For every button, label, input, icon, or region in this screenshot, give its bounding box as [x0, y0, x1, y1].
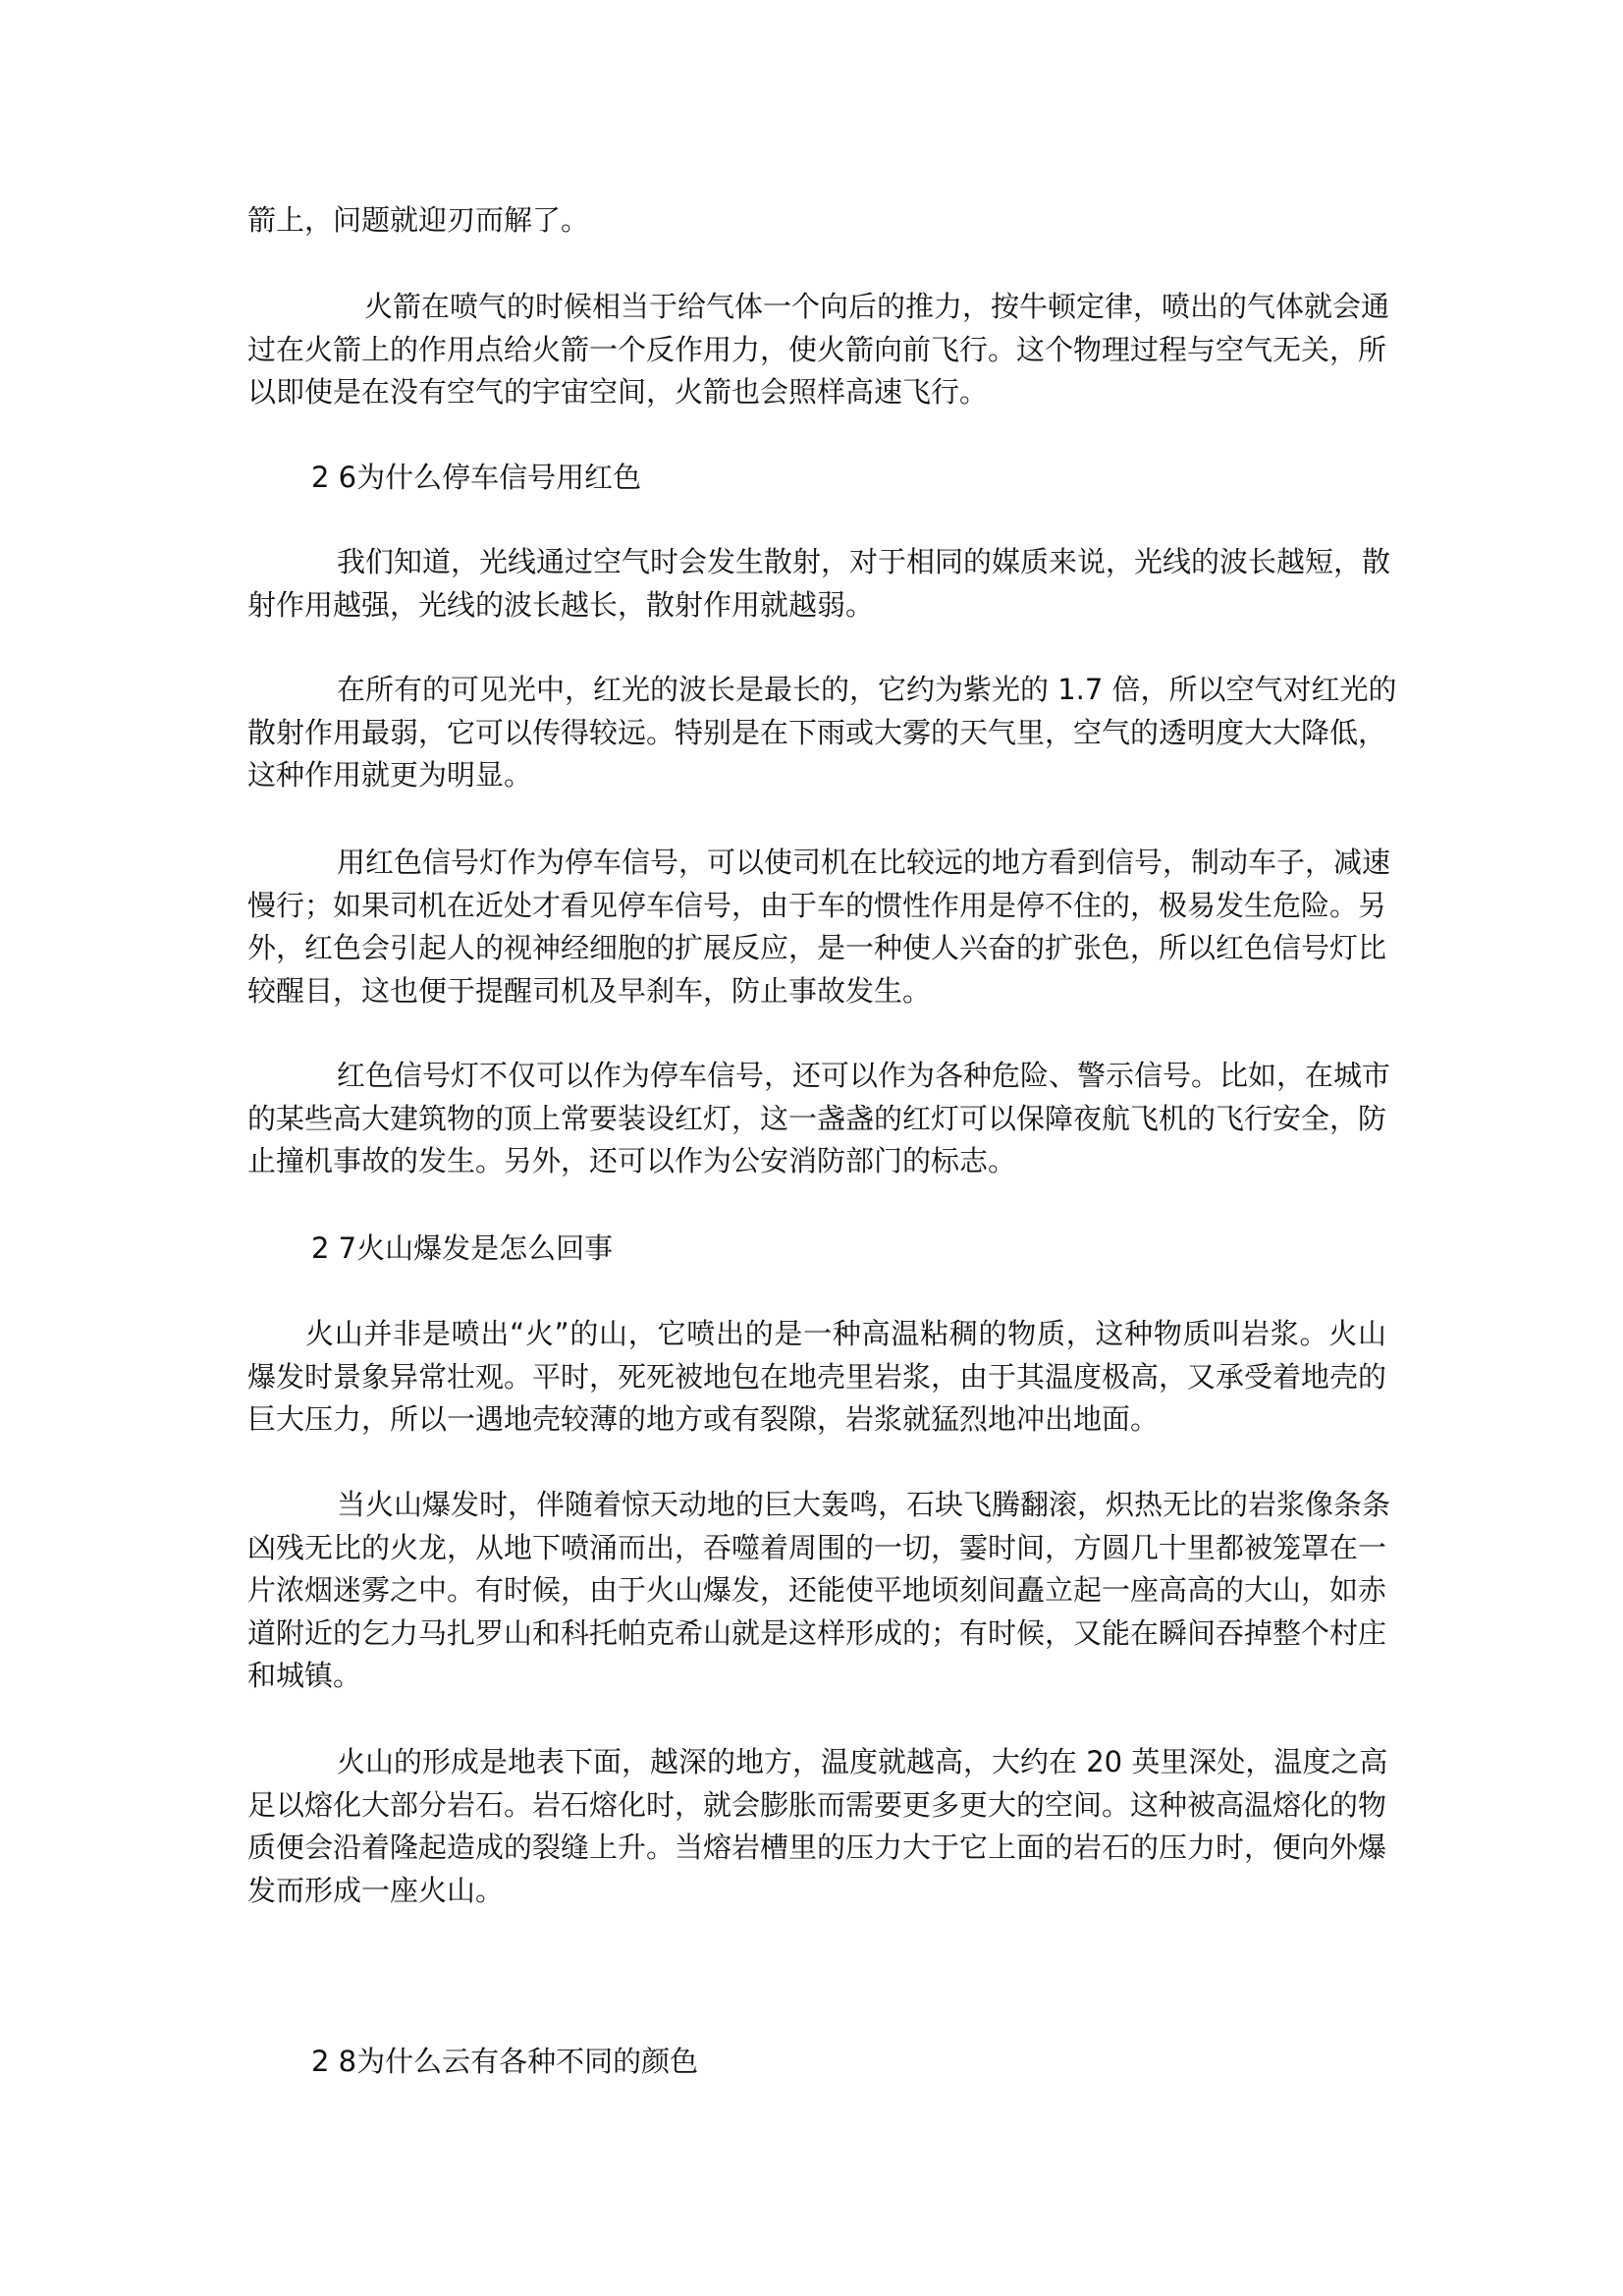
paragraph-volcano-formation: [247, 1741, 1386, 1912]
text-line: 质便会沿着隆起造成的裂缝上升。当熔岩槽里的压力大于它上面的岩石的压力时，便向外爆: [247, 1831, 1387, 1865]
text-line: 发而形成一座火山。: [247, 1873, 505, 1907]
text-line: 凶残无比的火龙，从地下喷涌而出，吞噬着周围的一切，霎时间，方圆几十里都被笼罩在一: [247, 1530, 1387, 1564]
paragraph-volcano-intro: [247, 1313, 1386, 1442]
text-line: 道附近的乞力马扎罗山和科托帕克希山就是这样形成的；有时候，又能在瞬间吞掉整个村庄: [247, 1615, 1387, 1650]
section-heading-26: 2 6为什么停车信号用红色: [311, 461, 642, 494]
paragraph-scattering: [247, 541, 1391, 627]
text-line: 在所有的可见光中，红光的波长是最长的，它约为紫光的 1.7 倍，所以空气对红光的: [337, 673, 1397, 706]
paragraph-warning-lights: [247, 1055, 1391, 1183]
text-line: 慢行；如果司机在近处才看见停车信号，由于车的惯性作用是停不住的，极易发生危险。另: [247, 888, 1387, 922]
section-heading-28: 2 8为什么云有各种不同的颜色: [311, 2045, 699, 2078]
text-line: 散射作用最弱，它可以传得较远。特别是在下雨或大雾的天气里，空气的透明度大大降低，: [247, 715, 1387, 749]
text-line: 足以熔化大部分岩石。岩石熔化时，就会膨胀而需要更多更大的空间。这种被高温熔化的物: [247, 1787, 1387, 1822]
text-line: 这种作用就更为明显。: [247, 758, 533, 793]
text-line: 射作用越强，光线的波长越长，散射作用就越弱。: [247, 587, 875, 622]
text-line: 巨大压力，所以一遇地壳较薄的地方或有裂隙，岩浆就猛烈地冲出地面。: [247, 1402, 1160, 1437]
text-line: 当火山爆发时，伴随着惊天动地的巨大轰鸣，石块飞腾翻滚，炽热无比的岩浆像条条: [337, 1488, 1391, 1521]
text-line: 以即使是在没有空气的宇宙空间，火箭也会照样高速飞行。: [247, 375, 989, 410]
text-line: 外，红色会引起人的视神经细胞的扩展反应，是一种使人兴奋的扩张色，所以红色信号灯比: [247, 931, 1387, 965]
text-line: 和城镇。: [247, 1659, 362, 1693]
paragraph-rocket-thrust: [247, 286, 1390, 414]
text-line: 箭上，问题就迎刃而解了。: [247, 203, 590, 237]
section-heading-27: 2 7火山爆发是怎么回事: [311, 1231, 614, 1265]
text-line: 火箭在喷气的时候相当于给气体一个向后的推力，按牛顿定律，喷出的气体就会通: [364, 290, 1390, 323]
text-line: 片浓烟迷雾之中。有时候，由于火山爆发，还能使平地顷刻间矗立起一座高高的大山，如赤: [247, 1573, 1387, 1608]
text-line: 火山的形成是地表下面，越深的地方，温度就越高，大约在 20 英里深处，温度之高: [337, 1745, 1388, 1778]
paragraph-stop-signal: [247, 842, 1391, 1012]
text-line: 爆发时景象异常壮观。平时，死死被地包在地壳里岩浆，由于其温度极高，又承受着地壳的: [247, 1359, 1387, 1394]
text-line: 红色信号灯不仅可以作为停车信号，还可以作为各种危险、警示信号。比如，在城市: [337, 1059, 1391, 1092]
text-line: 用红色信号灯作为停车信号，可以使司机在比较远的地方看到信号，制动车子，减速: [337, 846, 1391, 879]
text-line: 的某些高大建筑物的顶上常要装设红灯，这一盏盏的红灯可以保障夜航飞机的飞行安全，防: [247, 1101, 1387, 1135]
text-line: 我们知道，光线通过空气时会发生散射，对于相同的媒质来说，光线的波长越短，散: [337, 545, 1391, 578]
paragraph-volcano-eruption: [247, 1484, 1391, 1698]
paragraph-red-wavelength: [247, 669, 1397, 797]
text-line: 止撞机事故的发生。另外，还可以作为公安消防部门的标志。: [247, 1144, 1017, 1178]
paragraph-rocket-end: [247, 199, 1386, 243]
text-line: 过在火箭上的作用点给火箭一个反作用力，使火箭向前飞行。这个物理过程与空气无关，所: [247, 332, 1387, 366]
text-line: 火山并非是喷出“火”的山，它喷出的是一种高温粘稠的物质，这种物质叫岩浆。火山: [305, 1317, 1386, 1350]
text-line: 较醒目，这也便于提醒司机及早刹车，防止事故发生。: [247, 973, 932, 1008]
